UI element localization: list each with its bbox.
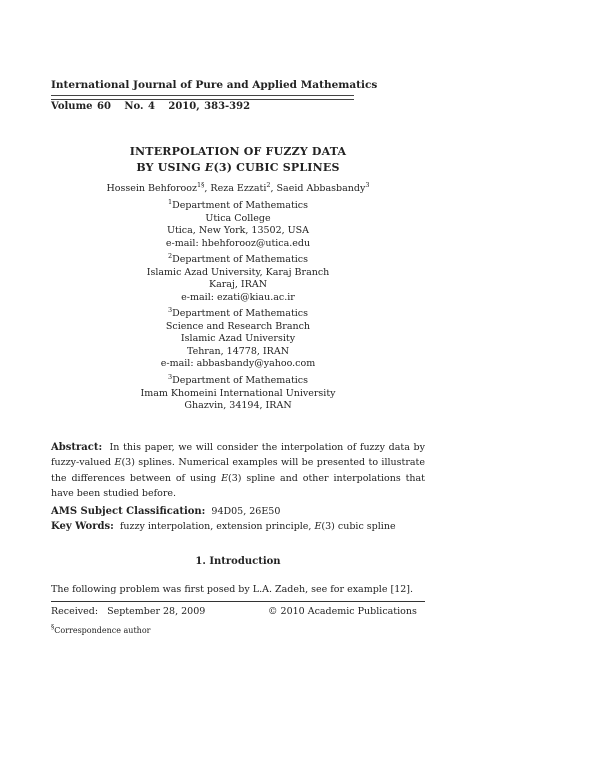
key-words bbox=[51, 519, 396, 534]
intro-paragraph: The following problem was first posed by L.A. Zadeh, see for example [12]. bbox=[51, 584, 414, 595]
abstract-text: (3) splines. Numerical examples will be presented to illustrate the differences between of using bbox=[51, 457, 425, 484]
paper-title-line2 bbox=[0, 161, 476, 174]
affiliation-line bbox=[0, 200, 476, 213]
keywords-suffix: (3) cubic spline bbox=[321, 521, 396, 532]
volume-line: Volume 60 No. 4 2010, 383-392 bbox=[51, 101, 251, 112]
affiliation-4 bbox=[0, 375, 476, 413]
affiliation-email: e-mail: hbehforooz@utica.edu bbox=[165, 237, 311, 249]
affiliation-email: e-mail: abbasbandy@yahoo.com bbox=[160, 358, 316, 370]
footnote-text: Correspondence author bbox=[54, 626, 151, 635]
keywords-value: fuzzy interpolation, extension principle, bbox=[113, 521, 315, 532]
received-date: Received: September 28, 2009 bbox=[51, 606, 206, 617]
copyright-notice: © 2010 Academic Publications bbox=[268, 606, 417, 617]
abstract-text: In this paper, we will consider the interpolation of fuzzy data by fuzzy-valued bbox=[51, 442, 429, 469]
paper-title-line1: INTERPOLATION OF FUZZY DATA bbox=[129, 145, 347, 158]
footnote-mark: § bbox=[51, 623, 55, 631]
affiliation-line: Utica, New York, 13502, USA bbox=[166, 225, 310, 237]
affiliation-sup: 3 bbox=[168, 373, 173, 381]
title-suffix: (3) CUBIC SPLINES bbox=[213, 161, 340, 174]
abstract-text: (3) spline and other interpolations that have been studied before. bbox=[51, 472, 425, 499]
author-3: , Saeid Abbasbandy bbox=[270, 183, 366, 194]
keywords-label: Key Words: bbox=[51, 521, 114, 532]
affiliation-line: Islamic Azad University, Karaj Branch bbox=[146, 266, 330, 278]
ams-label: AMS Subject Classification: bbox=[51, 506, 206, 517]
affiliation-sup: 2 bbox=[168, 252, 173, 260]
affiliation-line: Imam Khomeini International University bbox=[140, 387, 336, 399]
author-2: , Reza Ezzati bbox=[204, 183, 267, 194]
affiliation-email: e-mail: ezati@kiau.ac.ir bbox=[181, 291, 295, 303]
affiliation-line bbox=[0, 308, 476, 321]
author-1-sup: 1§ bbox=[197, 181, 205, 189]
journal-name: International Journal of Pure and Applied Mathematics bbox=[51, 79, 378, 91]
affiliation-text: Department of Mathematics bbox=[172, 308, 308, 319]
affiliation-line bbox=[0, 254, 476, 267]
affiliation-line: Science and Research Branch bbox=[165, 320, 311, 332]
footer-rule bbox=[51, 601, 425, 602]
affiliation-sup: 3 bbox=[168, 306, 173, 314]
affiliation-line bbox=[0, 375, 476, 388]
author-3-sup: 3 bbox=[365, 181, 370, 189]
affiliation-line: Tehran, 14778, IRAN bbox=[186, 345, 290, 357]
affiliation-line: Islamic Azad University bbox=[180, 333, 296, 345]
affiliation-2 bbox=[0, 254, 476, 304]
keywords-italic: E bbox=[314, 521, 322, 532]
affiliation-line: Karaj, IRAN bbox=[208, 279, 268, 291]
title-prefix: BY USING bbox=[136, 161, 205, 174]
affiliation-text: Department of Mathematics bbox=[172, 254, 308, 265]
title-italic: E bbox=[204, 161, 214, 174]
author-1: Hossein Behforooz bbox=[106, 183, 197, 194]
ams-value: 94D05, 26E50 bbox=[205, 506, 281, 517]
affiliation-sup: 1 bbox=[168, 198, 173, 206]
affiliation-line: Ghazvin, 34194, IRAN bbox=[184, 400, 292, 412]
affiliation-1 bbox=[0, 200, 476, 250]
affiliation-text: Department of Mathematics bbox=[172, 200, 308, 211]
abstract-italic: E bbox=[221, 472, 229, 484]
affiliation-3 bbox=[0, 308, 476, 371]
header-rule bbox=[51, 95, 354, 100]
classification-block bbox=[51, 504, 396, 534]
affiliation-line: Utica College bbox=[205, 212, 271, 224]
affiliation-text: Department of Mathematics bbox=[172, 375, 308, 386]
footnote bbox=[51, 623, 151, 635]
author-2-sup: 2 bbox=[266, 181, 271, 189]
abstract bbox=[51, 440, 429, 501]
ams-classification bbox=[51, 504, 396, 519]
author-line bbox=[0, 183, 476, 196]
abstract-italic: E bbox=[114, 457, 122, 469]
abstract-label: Abstract: bbox=[51, 442, 103, 453]
section-heading: 1. Introduction bbox=[195, 556, 281, 567]
